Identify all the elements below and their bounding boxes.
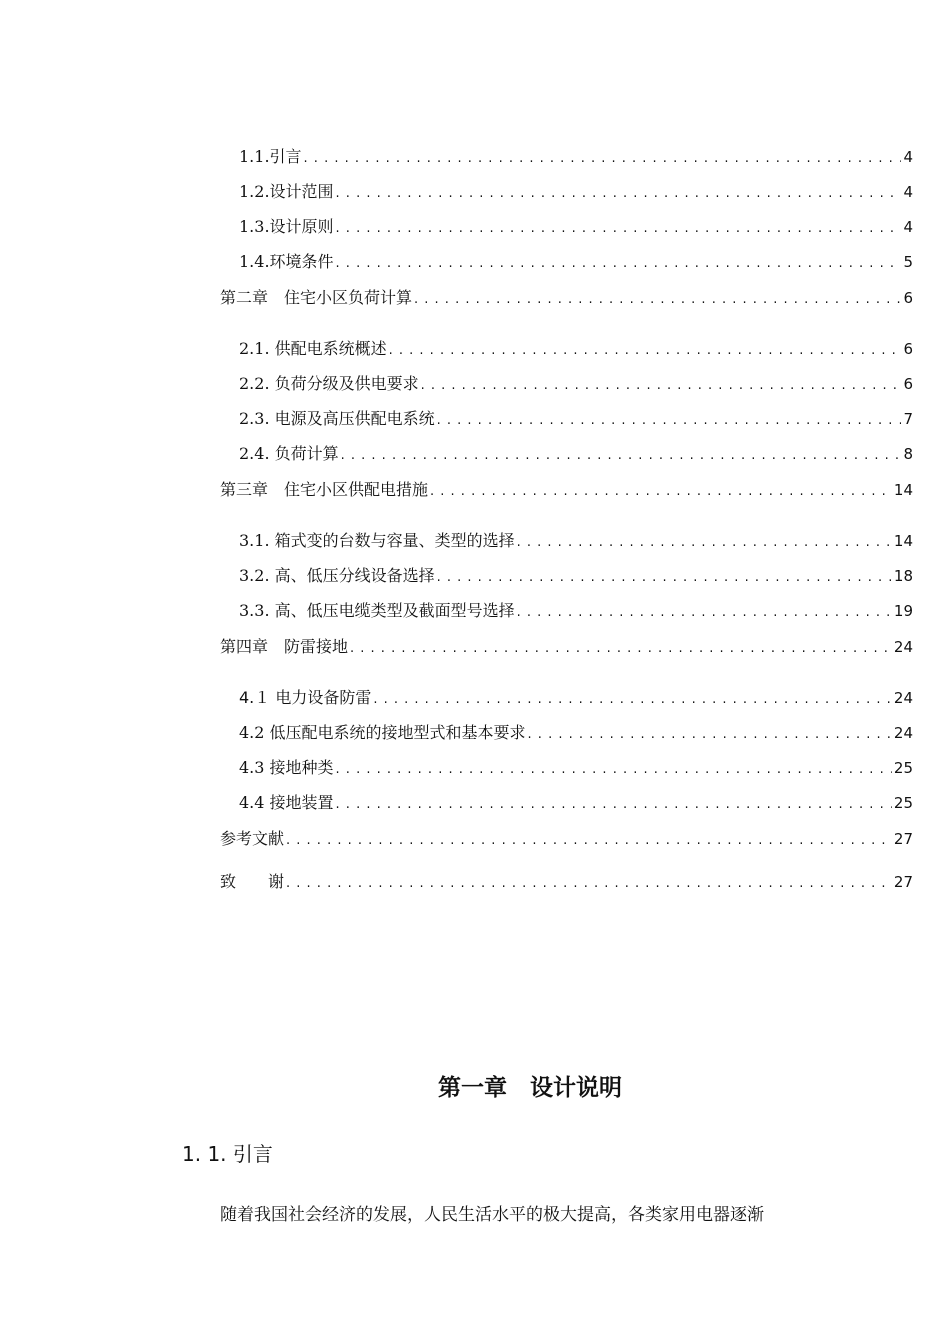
- toc-entry[interactable]: [239, 600, 913, 622]
- toc-dot-leader: [517, 530, 892, 552]
- toc-entry-title: 4.2 低压配电系统的接地型式和基本要求: [239, 723, 526, 742]
- toc-entry-page: 4: [903, 148, 913, 166]
- toc-entry[interactable]: [239, 373, 913, 395]
- toc-dot-leader: [336, 757, 892, 779]
- toc-entry-page: 6: [903, 289, 913, 307]
- toc-chapter-entry[interactable]: [220, 636, 913, 658]
- toc-entry-title: 第四章 防雷接地: [220, 637, 349, 656]
- toc-entry[interactable]: [239, 565, 913, 587]
- toc-entry-title: 3.1. 箱式变的台数与容量、类型的选择: [239, 531, 515, 550]
- toc-entry-page: 18: [893, 567, 913, 585]
- toc-entry[interactable]: [239, 181, 913, 203]
- toc-entry-title: 2.4. 负荷计算: [239, 444, 339, 463]
- toc-dot-leader: [286, 828, 892, 850]
- toc-entry-page: 7: [903, 410, 913, 428]
- toc-dot-leader: [414, 287, 901, 309]
- toc-dot-leader: [437, 408, 902, 430]
- toc-entry-page: 24: [893, 689, 913, 707]
- toc-entry-page: 24: [893, 638, 913, 656]
- toc-entry-title: 第二章 住宅小区负荷计算: [220, 288, 413, 307]
- toc-dot-leader: [341, 443, 902, 465]
- toc-entry-page: 14: [893, 532, 913, 550]
- toc-entry-title: 1.3.设计原则: [239, 217, 334, 236]
- body-paragraph: 随着我国社会经济的发展，人民生活水平的极大提高，各类家用电器逐渐: [220, 1205, 764, 1225]
- toc-dot-leader: [304, 146, 902, 168]
- toc-entry-page: 24: [893, 724, 913, 742]
- toc-entry-title: 4.4 接地装置: [239, 793, 334, 812]
- toc-entry[interactable]: [239, 722, 913, 744]
- toc-entry-title: 4.１ 电力设备防雷: [239, 688, 372, 707]
- toc-entry-title: 2.2. 负荷分级及供电要求: [239, 374, 419, 393]
- toc-entry[interactable]: [239, 216, 913, 238]
- toc-dot-leader: [430, 479, 892, 501]
- toc-entry-title: 1.2.设计范围: [239, 182, 334, 201]
- toc-entry[interactable]: [239, 792, 913, 814]
- toc-entry[interactable]: [239, 408, 913, 430]
- toc-entry-title: 致 谢: [220, 872, 285, 891]
- toc-entry[interactable]: [239, 338, 913, 360]
- toc-entry-page: 27: [893, 873, 913, 891]
- toc-entry-page: 4: [903, 218, 913, 236]
- toc-entry-title: 1.4.环境条件: [239, 252, 334, 271]
- toc-entry-page: 25: [893, 759, 913, 777]
- toc-entry-page: 25: [893, 794, 913, 812]
- toc-dot-leader: [373, 687, 892, 709]
- toc-chapter-entry[interactable]: [220, 871, 913, 893]
- toc-entry[interactable]: [239, 443, 913, 465]
- toc-dot-leader: [336, 216, 902, 238]
- section-heading: 1. 1. 引言: [182, 1142, 273, 1166]
- toc-entry-title: 1.1.引言: [239, 147, 302, 166]
- toc-dot-leader: [336, 251, 902, 273]
- toc-entry-page: 8: [903, 445, 913, 463]
- toc-chapter-entry[interactable]: [220, 479, 913, 501]
- toc-entry-page: 14: [893, 481, 913, 499]
- toc-entry[interactable]: [239, 530, 913, 552]
- toc-dot-leader: [336, 181, 902, 203]
- toc-dot-leader: [389, 338, 902, 360]
- toc-chapter-entry[interactable]: [220, 287, 913, 309]
- toc-dot-leader: [336, 792, 892, 814]
- toc-chapter-entry[interactable]: [220, 828, 913, 850]
- toc-entry[interactable]: [239, 687, 913, 709]
- toc-entry-title: 3.2. 高、低压分线设备选择: [239, 566, 435, 585]
- toc-entry-title: 2.3. 电源及高压供配电系统: [239, 409, 435, 428]
- toc-entry[interactable]: [239, 146, 913, 168]
- toc-entry-page: 5: [903, 253, 913, 271]
- toc-dot-leader: [437, 565, 892, 587]
- toc-dot-leader: [517, 600, 892, 622]
- toc-entry-title: 第三章 住宅小区供配电措施: [220, 480, 429, 499]
- chapter-title: 第一章 设计说明: [438, 1075, 622, 1101]
- toc-dot-leader: [421, 373, 902, 395]
- toc-entry-title: 参考文献: [220, 829, 285, 848]
- toc-dot-leader: [350, 636, 892, 658]
- toc-entry-page: 27: [893, 830, 913, 848]
- toc-dot-leader: [528, 722, 892, 744]
- toc-dot-leader: [286, 871, 892, 893]
- toc-entry-page: 19: [893, 602, 913, 620]
- toc-entry-title: 2.1. 供配电系统概述: [239, 339, 387, 358]
- toc-entry[interactable]: [239, 757, 913, 779]
- toc-entry-title: 3.3. 高、低压电缆类型及截面型号选择: [239, 601, 515, 620]
- toc-entry-page: 6: [903, 340, 913, 358]
- toc-entry-title: 4.3 接地种类: [239, 758, 334, 777]
- toc-entry-page: 4: [903, 183, 913, 201]
- toc-entry[interactable]: [239, 251, 913, 273]
- toc-entry-page: 6: [903, 375, 913, 393]
